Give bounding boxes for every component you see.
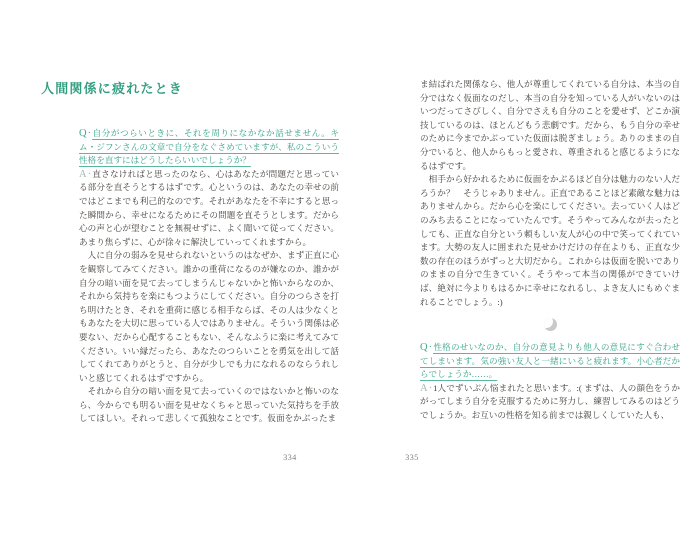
answer-paragraph [420, 382, 680, 423]
right-page-text-column [420, 78, 680, 423]
answer-paragraph: それから自分の暗い面を見て去っていくのではないかと怖いのなら、今からでも明るい面を見せなくちゃと思っていた気持ちを手放してほしい。それって悲しくて孤独なことです。仮面をかぶったま [79, 386, 339, 424]
question-block [420, 341, 680, 382]
answer-paragraph: 人に自分の弱みを見せられないというのはなぜか、まず正直に心を観察してみてください。誰かの重荷になるのが嫌なのか、誰かが自分の暗い面を見て去ってしまうんじゃないかと怖いからなのか、それから気持ちを楽にもつようにしてください。自分のつらさを打ち明けたとき、それを重荷に感じる相手ならば、その人は少なくともあなたを大切に思っている人ではありません。そういう関係は必要ない、だから心配することもない、そんなふうに楽に考えてみてください。いい縁だったら、あなたのつらいことを勇気を出して話してくれてありがとうと、自分が少しでも力になれるのならうれしいと感じてくれるはずですから。 [79, 250, 339, 383]
question-marker: Q· [420, 342, 434, 354]
crescent-moon-icon [544, 318, 557, 331]
body-paragraph: 相手から好かれるために仮面をかぶるほど自分は魅力のない人だろうか？ そうじゃありません。正直であることほど素敵な魅力はありませんから。だから心を楽にしてください。去っていく人はどのみち去ることになっていたんです。そうやってみんなが去ったとしても、正直な自分という頼もしい友人が心の中で笑ってくれています。大勢の友人に囲まれた見せかけだけの存在よりも、正直な少数の存在のほうがずっと大切だから。これからは仮面を脱いでありのままの自分で生きていく。そうやって本当の関係ができていけば、絶対に今よりもはるかに幸せになれるし、よき友人にもめぐまれることでしょう。:) [420, 174, 680, 307]
page-number-right: 335 [405, 453, 419, 462]
question-text: 自分がつらいときに、それを周りになかなか話せません。キム・ジフンさんの文章で自分をなぐさめていますが、私のこういう性格を直すにはどうしたらいいでしょうか？ [79, 128, 339, 166]
question-marker: Q· [79, 128, 93, 139]
chapter-title: 人間関係に疲れたとき [41, 81, 184, 96]
page-number-left: 334 [283, 453, 297, 462]
answer-paragraph [79, 168, 339, 250]
left-page-text-column [79, 127, 339, 426]
body-paragraph: ま結ばれた関係なら、他人が尊重してくれている自分は、本当の自分ではなく仮面なのだし、本当の自分を知っている人がいないのはいつだってさびしく、自分でさえも自分のことを愛せず、どこか演技しているのは、ほとんどもう悲劇です。だから、もう自分の幸せのために今までかぶっていた仮面は脱ぎましょう。ありのままの自分でいると、他人からもっと愛され、尊重されると感じるようになるはずです。 [420, 79, 680, 171]
answer-marker: A· [79, 168, 93, 180]
answer-text: 1人でずいぶん悩まれたと思います。:( まずは、人の顔色をうかがってしまう自分を克服するために努力し、練習してみるのはどうでしょうか。お互いの性格を知る前までは親しくしていた人も、 [420, 382, 680, 421]
answer-text: 直さなければと思ったのなら、心はあなたが問題だと思っている部分を直そうとするはずです。心というのは、あなたの幸せの前ではどこまでも利己的なのです。それがあなたを不幸にすると思った瞬間から、幸せになるためにその問題を直そうとします。だから心の声と心が望むことを無視せずに、よく聞いて従ってください。あまり焦らずに、心が徐々に解決していってくれますから。 [79, 168, 339, 247]
question-text: 性格のせいなのか、自分の意見よりも他人の意見にすぐ合わせてしまいます。気の強い友人と一緒にいると疲れます。小心者だからでしょうか……。 [420, 342, 680, 380]
section-divider [420, 316, 680, 332]
answer-marker: A· [420, 382, 434, 394]
question-block [79, 127, 339, 168]
